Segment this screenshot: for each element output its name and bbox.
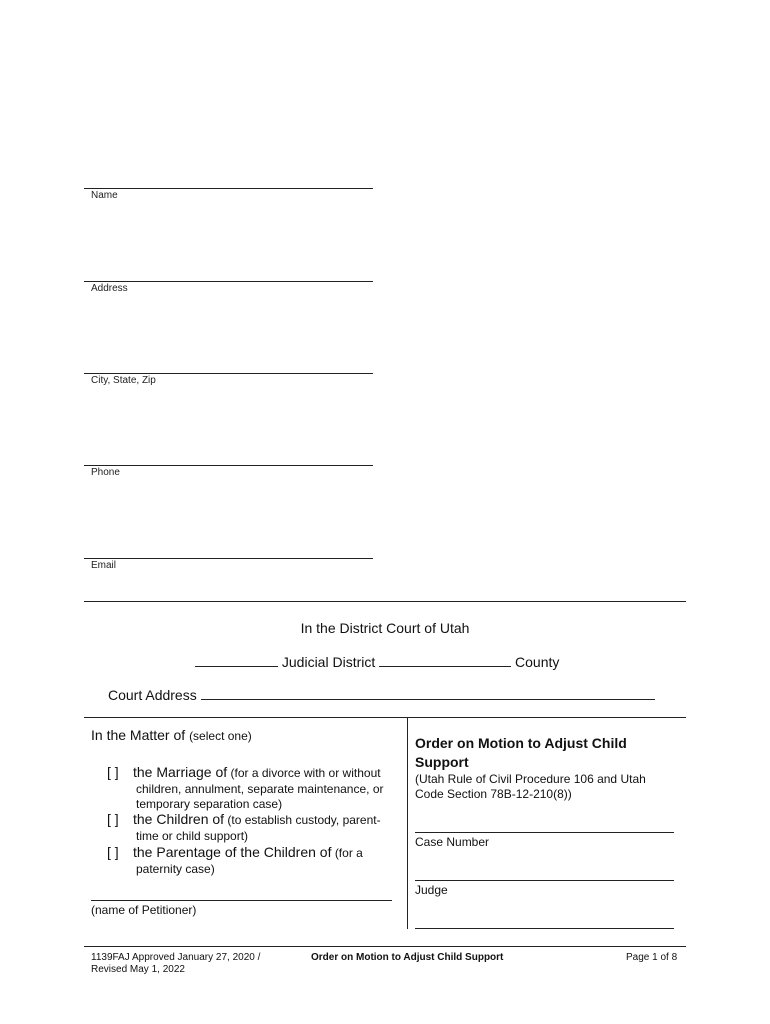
footer-rule	[84, 946, 686, 947]
order-rule-2: Code Section 78B-12-210(8))	[415, 787, 572, 801]
marriage-note-1: (for a divorce with or without	[230, 766, 381, 780]
parentage-note-2: paternity case)	[136, 862, 215, 876]
judge-label: Judge	[415, 883, 448, 897]
caption-top-rule	[84, 717, 686, 718]
petitioner-line[interactable]	[91, 900, 392, 901]
footer-page: Page 1 of 8	[626, 952, 678, 963]
judge-line[interactable]	[415, 880, 674, 881]
city-state-zip-line[interactable]	[84, 373, 373, 374]
court-top-rule	[84, 601, 686, 602]
marriage-note-3: temporary separation case)	[136, 797, 283, 811]
name-label: Name	[91, 190, 118, 201]
judicial-district-label: Judicial District	[281, 654, 376, 670]
phone-label: Phone	[91, 467, 120, 478]
caption-divider	[407, 717, 408, 929]
matter-heading	[91, 727, 252, 743]
matter-heading-note: (select one)	[189, 729, 252, 743]
parentage-checkbox[interactable]: [ ]	[107, 844, 119, 860]
children-note-1: (to establish custody, parent-	[227, 813, 381, 827]
children-note-2: time or child support)	[136, 829, 249, 843]
phone-line[interactable]	[84, 465, 373, 466]
footer-form-id-2: Revised May 1, 2022	[91, 964, 185, 975]
court-address-label: Court Address	[108, 687, 197, 703]
order-title-1: Order on Motion to Adjust Child	[415, 735, 627, 751]
parentage-label: the Parentage of the Children of	[133, 844, 332, 860]
marriage-checkbox[interactable]: [ ]	[107, 764, 119, 780]
city-state-zip-label: City, State, Zip	[91, 375, 156, 386]
case-number-label: Case Number	[415, 835, 490, 849]
children-option[interactable]	[107, 811, 381, 828]
email-line[interactable]	[84, 558, 373, 559]
petitioner-label: (name of Petitioner)	[91, 903, 197, 917]
county-blank[interactable]	[379, 653, 511, 667]
parentage-note-1: (for a	[334, 846, 363, 860]
judicial-district-blank[interactable]	[195, 653, 278, 667]
court-address-row	[108, 686, 655, 703]
address-label: Address	[91, 283, 128, 294]
district-county-line	[195, 653, 559, 670]
footer-form-id-1: 1139FAJ Approved January 27, 2020 /	[91, 952, 261, 963]
case-number-line[interactable]	[415, 832, 674, 833]
court-address-blank[interactable]	[201, 686, 655, 700]
court-title: In the District Court of Utah	[300, 620, 470, 636]
matter-heading-text: In the Matter of	[91, 727, 186, 743]
marriage-note-2: children, annulment, separate maintenance, or	[136, 782, 384, 796]
county-label: County	[515, 654, 560, 670]
parentage-option[interactable]	[107, 844, 363, 861]
children-checkbox[interactable]: [ ]	[107, 811, 119, 827]
order-title-2: Support	[415, 754, 469, 770]
marriage-option[interactable]	[107, 764, 381, 781]
address-line[interactable]	[84, 281, 373, 282]
judge-blank-line[interactable]	[415, 928, 674, 929]
name-line[interactable]	[84, 188, 373, 189]
marriage-label: the Marriage of	[133, 764, 228, 780]
footer-form-title: Order on Motion to Adjust Child Support	[311, 952, 504, 963]
order-rule-1: (Utah Rule of Civil Procedure 106 and Utah	[415, 772, 646, 786]
children-label: the Children of	[133, 811, 225, 827]
email-label: Email	[91, 560, 117, 571]
